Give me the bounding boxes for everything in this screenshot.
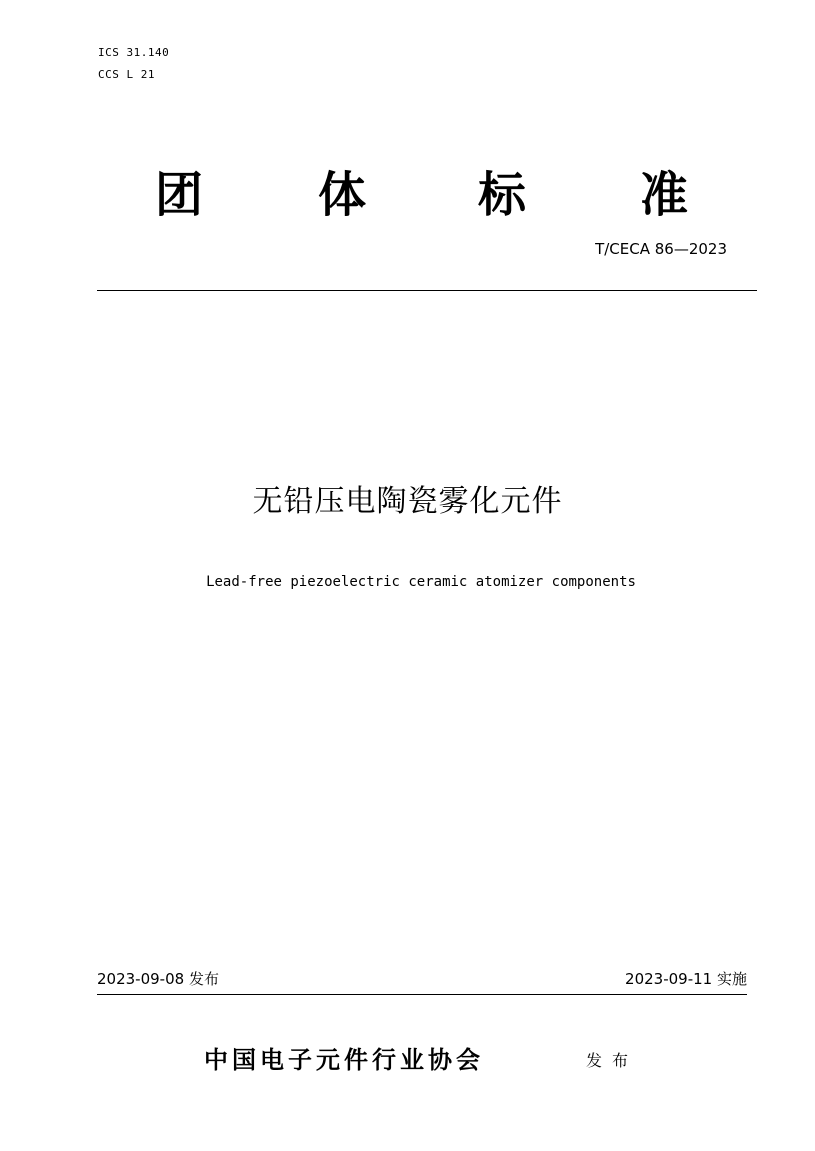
title-chinese: 无铅压电陶瓷雾化元件 bbox=[252, 484, 563, 519]
issuer-name: 中国电子元件行业协会 bbox=[204, 1046, 484, 1074]
issue-date: 2023-09-08 发布 bbox=[97, 970, 219, 988]
document-type-char: 标 bbox=[478, 167, 527, 223]
document-type-heading bbox=[0, 165, 815, 229]
ics-code: ICS 31.140 bbox=[98, 46, 170, 59]
footer-divider bbox=[97, 994, 747, 995]
classification-codes bbox=[98, 42, 169, 86]
ccs-code: CCS L 21 bbox=[98, 68, 155, 81]
document-type-char: 准 bbox=[640, 167, 689, 223]
issuer-suffix: 发布 bbox=[586, 1051, 639, 1070]
standard-number: T/CECA 86—2023 bbox=[595, 240, 727, 258]
document-type-char: 体 bbox=[318, 167, 367, 223]
document-type-char: 团 bbox=[155, 167, 204, 223]
title-english: Lead-free piezoelectric ceramic atomizer components bbox=[206, 574, 636, 590]
header-divider bbox=[97, 290, 757, 291]
effective-date: 2023-09-11 实施 bbox=[625, 970, 747, 988]
